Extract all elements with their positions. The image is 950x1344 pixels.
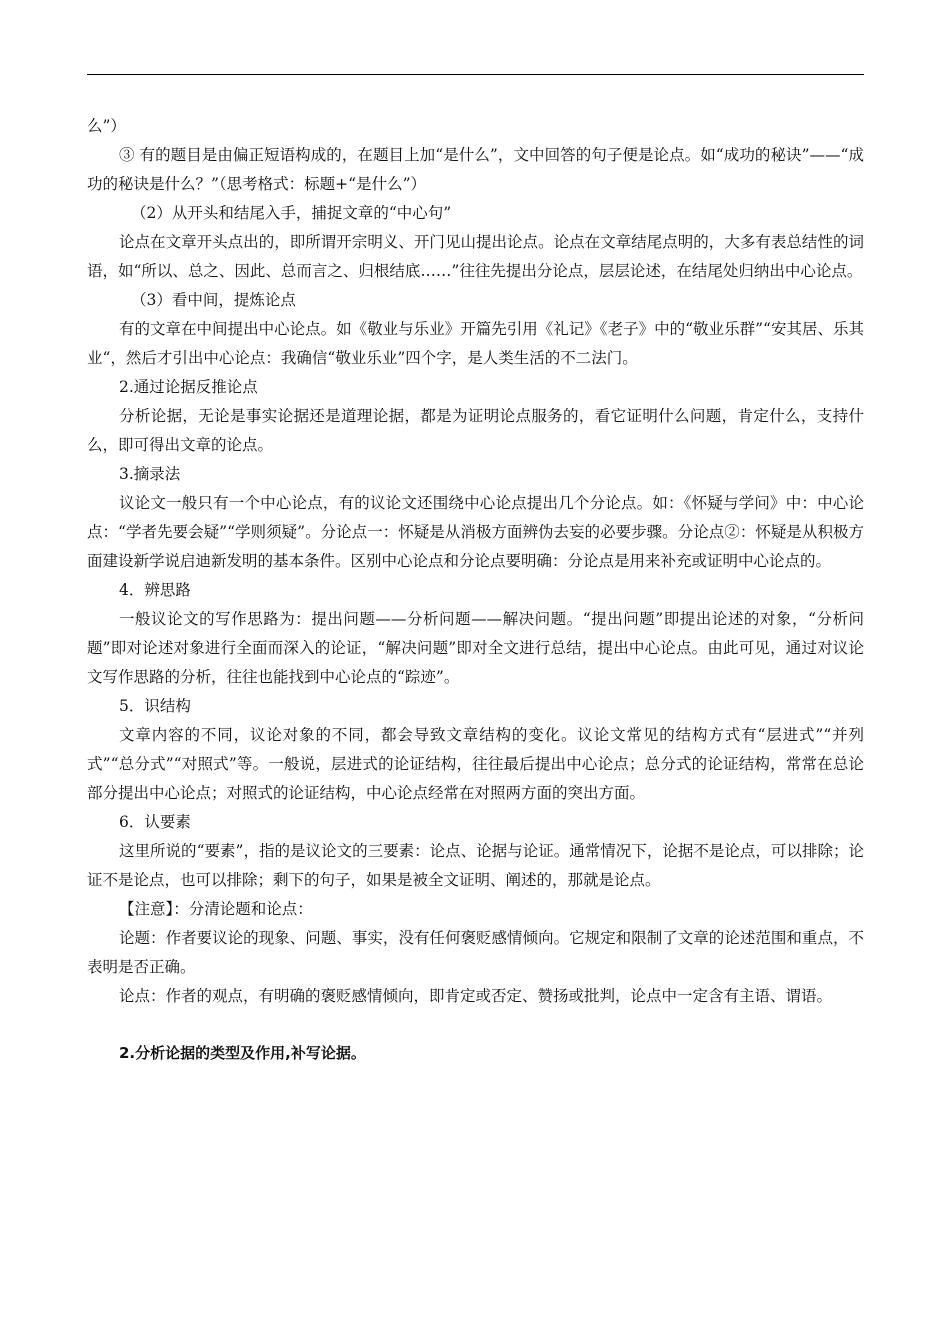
header-rule: [87, 74, 864, 75]
paragraph: 么”）: [87, 117, 126, 135]
paragraph: 有的文章在中间提出中心论点。如《敬业与乐业》开篇先引用《礼记》《老子》中的“敬业乐群”“安其居、乐其业“，然后才引出中心论点：我确信“敬业乐业”四个字，是人类生活的不二法门。: [87, 320, 864, 367]
subheading: 5．识结构: [119, 697, 191, 715]
paragraph: 一般议论文的写作思路为：提出问题——分析问题——解决问题。“提出问题”即提出论述的对象，“分析问题”即对论述对象进行全面而深入的论证，“解决问题”即对全文进行总结，提出中心论点。由此可见，通过对议论文写作思路的分析，往往也能找到中心论点的“踪迹”。: [87, 610, 864, 686]
paragraph: 分析论据，无论是事实论据还是道理论据，都是为证明论点服务的，看它证明什么问题，肯定什么，支持什么，即可得出文章的论点。: [87, 407, 864, 454]
paragraph: 这里所说的“要素”，指的是议论文的三要素：论点、论据与论证。通常情况下，论据不是论点，可以排除；论证不是论点，也可以排除；剩下的句子，如果是被全文证明、阐述的，那就是论点。: [87, 842, 864, 889]
paragraph: 论点在文章开头点出的，即所谓开宗明义、开门见山提出论点。论点在文章结尾点明的，大多有表总结性的词语，如“所以、总之、因此、总而言之、归根结底……”往往先提出分论点，层层论述，在结尾处归纳出中心论点。: [87, 233, 864, 280]
document-body: [87, 112, 864, 1068]
subheading: 6．认要素: [119, 813, 191, 831]
paragraph: 议论文一般只有一个中心论点，有的议论文还围绕中心论点提出几个分论点。如：《怀疑与学问》中：中心论点：“学者先要会疑”“学则须疑”。分论点一：怀疑是从消极方面辨伪去妄的必要步骤。分论点②：怀疑是从积极方面建设新学说启迪新发明的基本条件。区别中心论点和分论点要明确：分论点是用来补充或证明中心论点的。: [87, 494, 864, 570]
subheading: 4．辨思路: [119, 581, 191, 599]
subheading: 2.通过论据反推论点: [119, 378, 258, 396]
subheading: （2）从开头和结尾入手，捕捉文章的“中心句”: [131, 204, 452, 222]
note-heading: 【注意】：分清论题和论点：: [119, 900, 313, 918]
subheading: （3）看中间，提炼论点: [131, 291, 296, 309]
subheading: 3.摘录法: [119, 465, 181, 483]
section-heading: 2.分析论据的类型及作用,补写论据。: [119, 1044, 366, 1062]
paragraph: 文章内容的不同，议论对象的不同，都会导致文章结构的变化。议论文常见的结构方式有“层进式”“并列式”“总分式”“对照式”等。一般说，层进式的论证结构，往往最后提出中心论点；总分式的论证结构，常常在总论部分提出中心论点；对照式的论证结构，中心论点经常在对照两方面的突出方面。: [87, 726, 864, 802]
paragraph: 论点：作者的观点，有明确的褒贬感情倾向，即肯定或否定、赞扬或批判，论点中一定含有主语、谓语。: [119, 987, 833, 1005]
paragraph: ③ 有的题目是由偏正短语构成的，在题目上加“是什么”，文中回答的句子便是论点。如“成功的秘诀”——“成功的秘诀是什么？”（思考格式：标题+“是什么”）: [87, 146, 864, 193]
paragraph: 论题：作者要议论的现象、问题、事实，没有任何褒贬感情倾向。它规定和限制了文章的论述范围和重点，不表明是否正确。: [87, 929, 864, 976]
